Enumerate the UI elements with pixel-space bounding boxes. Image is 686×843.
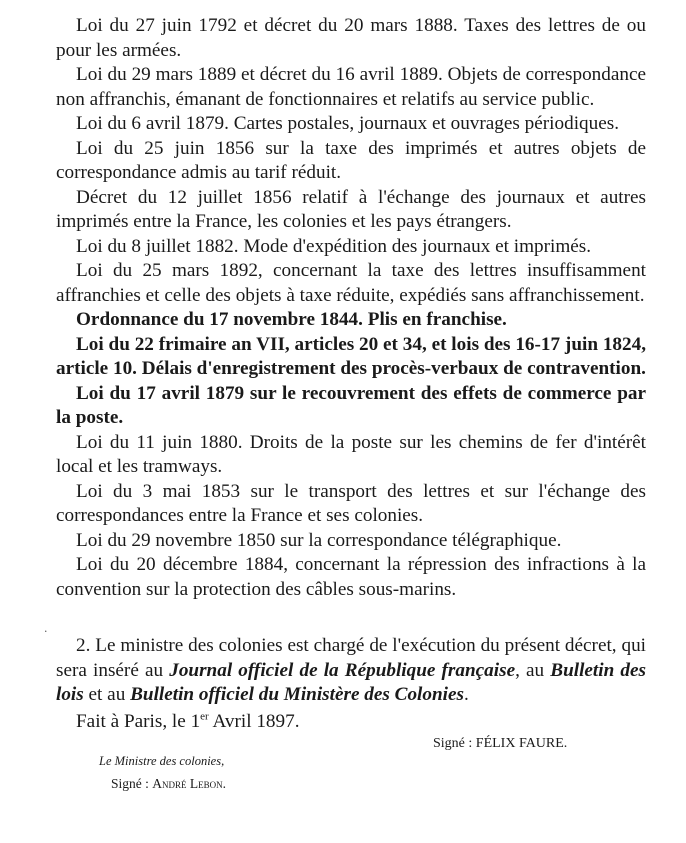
law-entry: Loi du 3 mai 1853 sur le transport des lettres et sur l'échange des correspondances entre la France et ses colonies. (56, 480, 646, 526)
bulletin-officiel-title: Bulletin officiel du Ministère des Colonies (130, 684, 464, 705)
bulletin-des-lois-title: Bulletin des lois (56, 659, 646, 705)
law-entry: Loi du 27 juin 1792 et décret du 20 mars 1888. Taxes des lettres de ou pour les armées. (56, 15, 646, 61)
article-2-text: 2. Le ministre des colonies est chargé de l'exécution du présent décret, qui sera inséré au (56, 635, 646, 681)
date-superscript: er (200, 710, 209, 723)
law-entry: Loi du 22 frimaire an VII, articles 20 et 34, et lois des 16-17 juin 1824, article 10. Délais d'enregistrement des procès-verbaux de contravention. (56, 333, 646, 379)
president-signature: Signé : FÉLIX FAURE. (433, 736, 568, 751)
minister-title: Le Ministre des colonies, (99, 754, 225, 768)
article-2-text: . (463, 684, 469, 705)
journal-officiel-title: Journal officiel de la République française (169, 659, 516, 681)
article-2-text: et au (83, 684, 131, 705)
margin-mark: · (44, 625, 48, 638)
law-entry: Loi du 8 juillet 1882. Mode d'expédition des journaux et imprimés. (76, 235, 592, 257)
article-2-text: , au (515, 659, 551, 681)
article-2-paragraph (56, 634, 646, 708)
minister-signature-name: André Lebon. (152, 776, 227, 791)
minister-signature (111, 775, 226, 793)
law-entry: Décret du 12 juillet 1856 relatif à l'échange des journaux et autres imprimés entre la France, les colonies et les pays étrangers. (56, 186, 646, 232)
law-list (56, 14, 646, 602)
law-entry: Ordonnance du 17 novembre 1844. Plis en franchise. (76, 309, 507, 330)
law-entry: Loi du 29 mars 1889 et décret du 16 avril 1889. Objets de correspondance non affranchis, émanant de fonctionnaires et relatifs au service public. (56, 64, 646, 110)
date-prefix: Fait à Paris, le 1 (76, 711, 201, 732)
law-entry: Loi du 6 avril 1879. Cartes postales, journaux et ouvrages périodiques. (76, 113, 619, 134)
law-entry: Loi du 25 juin 1856 sur la taxe des imprimés et autres objets de correspondance admis au tarif réduit. (56, 137, 646, 183)
date-line (76, 710, 300, 734)
law-entry: Loi du 25 mars 1892, concernant la taxe des lettres insuffisamment affranchies et celle des objets à taxe réduite, expédiés sans affranchissement. (56, 260, 646, 306)
law-entry: Loi du 20 décembre 1884, concernant la répression des infractions à la convention sur la protection des câbles sous-marins. (56, 554, 646, 600)
minister-signature-prefix: Signé : (111, 776, 153, 791)
law-entry: Loi du 29 novembre 1850 sur la correspondance télégraphique. (76, 529, 562, 551)
date-suffix: Avril 1897. (208, 711, 300, 732)
law-entry: Loi du 17 avril 1879 sur le recouvrement des effets de commerce par la poste. (56, 382, 646, 428)
law-entry: Loi du 11 juin 1880. Droits de la poste sur les chemins de fer d'intérêt local et les tramways. (56, 431, 646, 477)
